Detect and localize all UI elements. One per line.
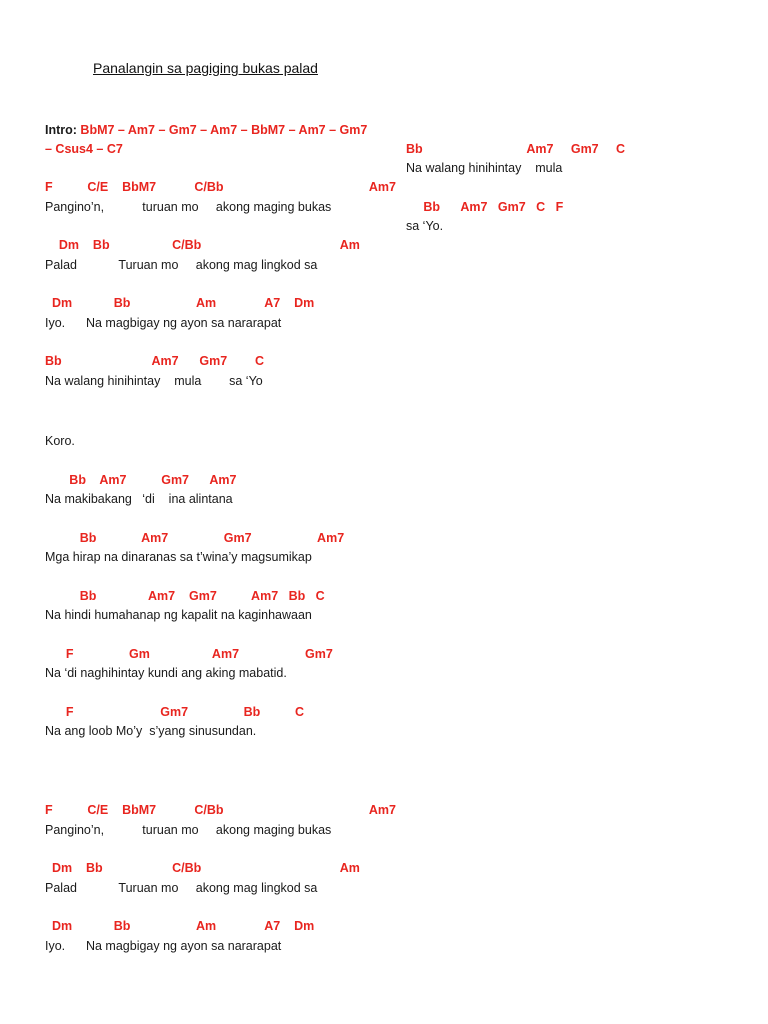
chord-line: Dm Bb C/Bb Am xyxy=(45,861,360,875)
chord-line: F C/E BbM7 C/Bb Am7 xyxy=(45,803,396,817)
lyric-line: Na ‘di naghihintay kundi ang aking mabatid. xyxy=(45,666,287,680)
intro-label: Intro: xyxy=(45,123,77,137)
chord-line: Dm Bb C/Bb Am xyxy=(45,238,360,252)
lyric-line: Palad Turuan mo akong mag lingkod sa xyxy=(45,881,318,895)
song-title: Panalangin sa pagiging bukas palad xyxy=(93,60,318,76)
koro-label: Koro. xyxy=(45,434,75,448)
chord-line: Bb Am7 Gm7 C F xyxy=(406,200,564,214)
lyric-line: Na walang hinihintay mula sa ‘Yo xyxy=(45,374,263,388)
lyric-line: Pangino’n, turuan mo akong maging bukas xyxy=(45,823,332,837)
chord-line: Bb Am7 Gm7 Am7 xyxy=(45,473,237,487)
intro-chords-continued: – Csus4 – C7 xyxy=(45,142,123,156)
chord-line: F Gm Am7 Gm7 xyxy=(45,647,333,661)
lyric-line: Iyo. Na magbigay ng ayon sa nararapat xyxy=(45,316,282,330)
lyric-line: Mga hirap na dinaranas sa t’wina’y magsumikap xyxy=(45,550,312,564)
intro-chords: BbM7 – Am7 – Gm7 – Am7 – BbM7 – Am7 – Gm7 xyxy=(76,123,368,137)
lyric-line: Na makibakang ‘di ina alintana xyxy=(45,492,233,506)
lyric-line: Palad Turuan mo akong mag lingkod sa xyxy=(45,258,318,272)
chord-line: F Gm7 Bb C xyxy=(45,705,305,719)
lyric-line: Na walang hinihintay mula xyxy=(406,161,563,175)
lyric-line: Pangino’n, turuan mo akong maging bukas xyxy=(45,200,332,214)
chord-line: Bb Am7 Gm7 C xyxy=(45,354,265,368)
chord-line: Bb Am7 Gm7 Am7 Bb C xyxy=(45,589,325,603)
chord-line: F C/E BbM7 C/Bb Am7 xyxy=(45,180,396,194)
intro-line xyxy=(45,122,367,138)
chord-line: Dm Bb Am A7 Dm xyxy=(45,296,315,310)
chord-line: Bb Am7 Gm7 Am7 xyxy=(45,531,345,545)
chord-line: Dm Bb Am A7 Dm xyxy=(45,919,315,933)
lyric-line: Na hindi humahanap ng kapalit na kaginhawaan xyxy=(45,608,312,622)
chord-line: Bb Am7 Gm7 C xyxy=(406,142,626,156)
lyric-line: Iyo. Na magbigay ng ayon sa nararapat xyxy=(45,939,282,953)
lyric-line: Na ang loob Mo’y s’yang sinusundan. xyxy=(45,724,257,738)
lyric-line: sa ‘Yo. xyxy=(406,219,444,233)
